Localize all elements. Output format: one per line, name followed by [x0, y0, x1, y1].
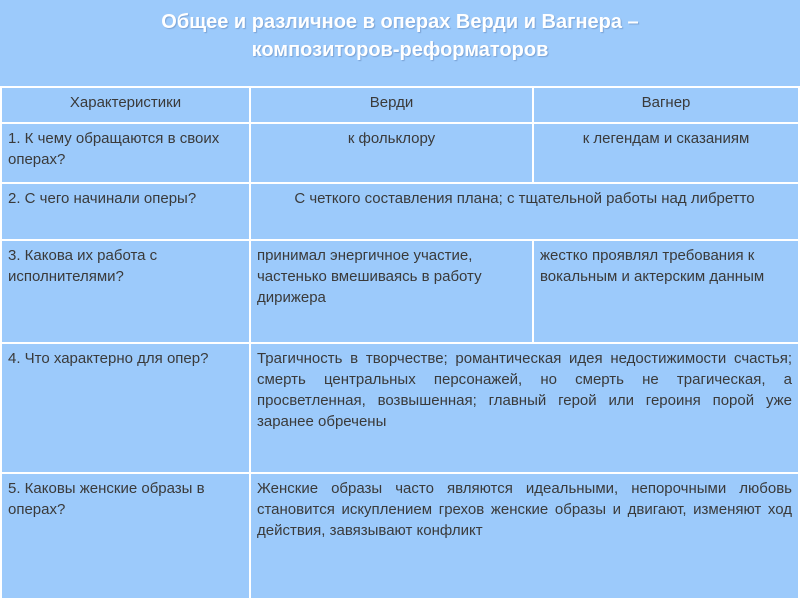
wagner-cell: жестко проявлял требования к вокальным и актерским данным: [533, 240, 799, 343]
common-cell: Женские образы часто являются идеальными, непорочными любовь становится искуплением грехов женские образы и двигают, изменяют ход действия, завязывают конфликт: [250, 473, 799, 599]
row-question: 2. С чего начинали оперы?: [1, 183, 250, 240]
verdi-cell: к фольклору: [250, 123, 533, 183]
slide-title-line-1: Общее и различное в операх Верди и Вагнера –: [161, 11, 639, 33]
verdi-cell: принимал энергичное участие, частенько вмешиваясь в работу дирижера: [250, 240, 533, 343]
header-wagner: Вагнер: [533, 87, 799, 123]
common-cell: С четкого составления плана; с тщательной работы над либретто: [250, 183, 799, 240]
table-row: [1, 473, 799, 599]
comparison-table: [0, 86, 800, 600]
table-header-row: [1, 87, 799, 123]
header-characteristics: Характеристики: [1, 87, 250, 123]
table-row: [1, 123, 799, 183]
header-verdi: Верди: [250, 87, 533, 123]
slide-title: [0, 8, 800, 64]
row-question: 3. Какова их работа с исполнителями?: [1, 240, 250, 343]
row-question: 1. К чему обращаются в своих операх?: [1, 123, 250, 183]
table-row: [1, 343, 799, 473]
table-row: [1, 183, 799, 240]
row-question: 5. Каковы женские образы в операх?: [1, 473, 250, 599]
row-question: 4. Что характерно для опер?: [1, 343, 250, 473]
slide-title-line-2: композиторов-реформаторов: [251, 39, 549, 61]
table-row: [1, 240, 799, 343]
wagner-cell: к легендам и сказаниям: [533, 123, 799, 183]
common-cell: Трагичность в творчестве; романтическая идея недостижимости счастья; смерть центральных персонажей, но смерть не трагическая, а просветленная, возвышенная; главный герой или героиня порой уже заранее обречены: [250, 343, 799, 473]
